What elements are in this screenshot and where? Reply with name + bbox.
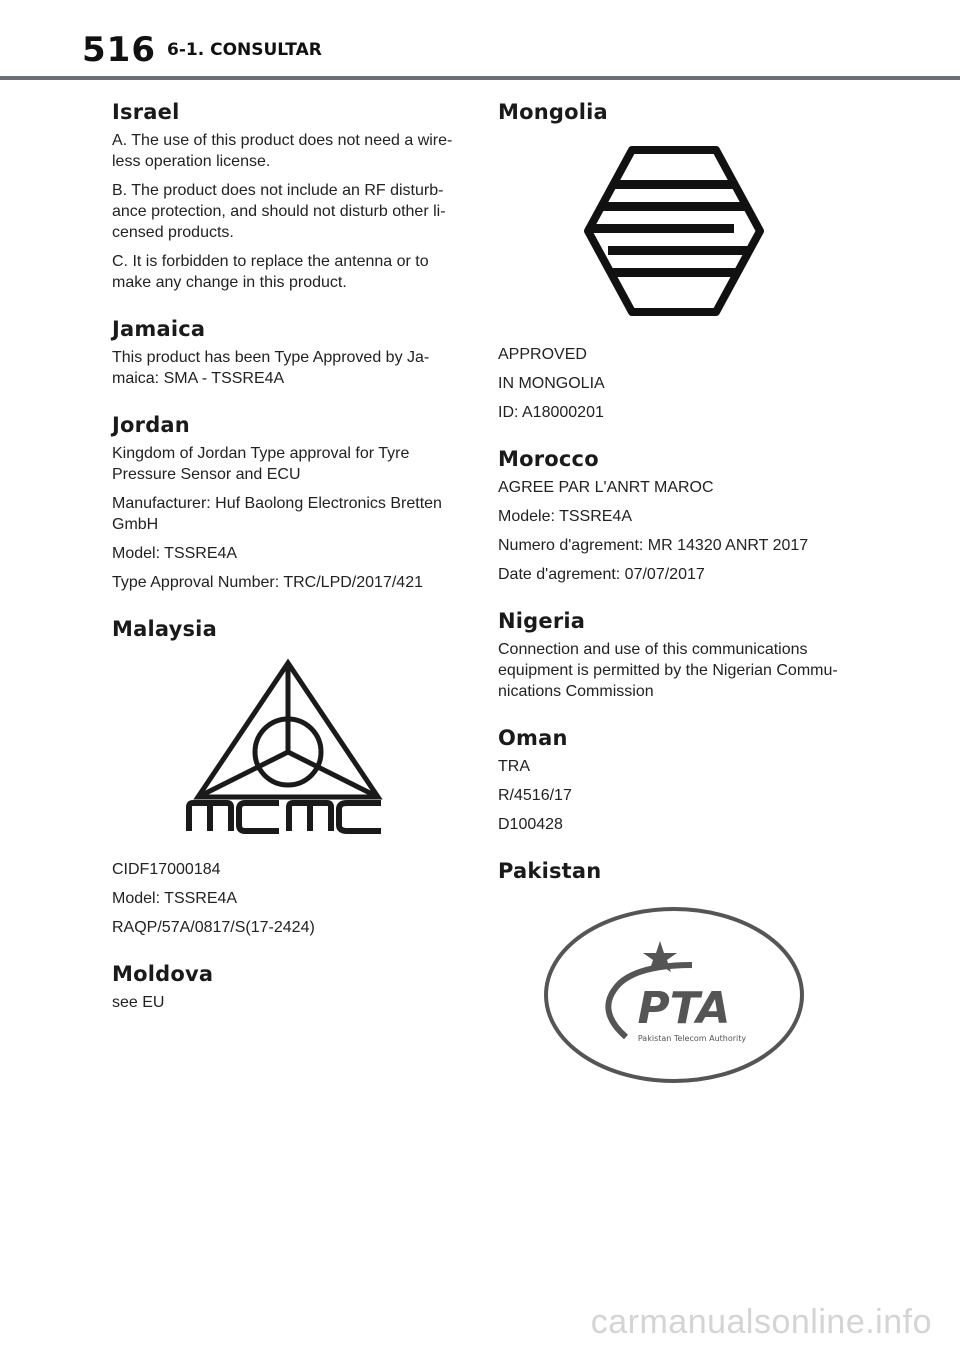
paragraph: A. The use of this product does not need a wire-less operation license. <box>112 132 453 170</box>
section-malaysia <box>112 617 464 938</box>
page-number: 516 <box>82 30 156 70</box>
paragraph: Numero d'agrement: MR 14320 ANRT 2017 <box>498 537 809 554</box>
paragraph: Type Approval Number: TRC/LPD/2017/421 <box>112 574 423 591</box>
paragraph: Date d'agrement: 07/07/2017 <box>498 566 705 583</box>
paragraph: IN MONGOLIA <box>498 375 605 392</box>
section-title: Morocco <box>498 447 599 471</box>
section-jamaica <box>112 317 464 389</box>
paragraph: ID: A18000201 <box>498 404 604 421</box>
section-pakistan <box>498 859 850 1085</box>
paragraph: Kingdom of Jordan Type approval for Tyre Pressure Sensor and ECU <box>112 445 410 483</box>
paragraph: Connection and use of this communications equipment is permitted by the Nigerian Commu-nications Commission <box>498 641 838 700</box>
section-title: Nigeria <box>498 609 586 633</box>
section-title: Jordan <box>112 413 190 437</box>
section-title: Moldova <box>112 962 214 986</box>
header-divider <box>0 76 960 80</box>
section-title: Malaysia <box>112 617 217 641</box>
paragraph: Modele: TSSRE4A <box>498 508 632 525</box>
section-title: Jamaica <box>112 317 206 341</box>
paragraph: TRA <box>498 758 530 775</box>
pta-logo-subtext: Pakistan Telecom Authority <box>637 1034 747 1043</box>
paragraph: C. It is forbidden to replace the antenna or to make any change in this product. <box>112 253 429 291</box>
section-oman <box>498 726 850 835</box>
pta-logo <box>498 905 850 1085</box>
paragraph: Model: TSSRE4A <box>112 890 238 907</box>
section-israel <box>112 100 464 293</box>
paragraph: This product has been Type Approved by Ja-maica: SMA - TSSRE4A <box>112 349 430 387</box>
section-mongolia <box>498 100 850 423</box>
right-column <box>498 100 850 1085</box>
paragraph: Model: TSSRE4A <box>112 545 238 562</box>
section-morocco <box>498 447 850 585</box>
left-column <box>112 100 464 1021</box>
section-jordan <box>112 413 464 593</box>
section-title: Mongolia <box>498 100 608 124</box>
paragraph: B. The product does not include an RF disturb-ance protection, and should not disturb other li-censed products. <box>112 182 446 241</box>
page-header <box>0 0 960 80</box>
section-nigeria <box>498 609 850 702</box>
paragraph: AGREE PAR L'ANRT MAROC <box>498 479 714 496</box>
paragraph: D100428 <box>498 816 563 833</box>
paragraph: CIDF17000184 <box>112 861 221 878</box>
watermark: carmanualsonline.info <box>590 1303 932 1341</box>
section-title: Pakistan <box>498 859 602 883</box>
paragraph: see EU <box>112 994 165 1011</box>
chapter-title: 6-1. CONSULTAR <box>167 40 322 60</box>
paragraph: Manufacturer: Huf Baolong Electronics Bretten GmbH <box>112 495 442 533</box>
paragraph: R/4516/17 <box>498 787 572 804</box>
section-title: Oman <box>498 726 568 750</box>
paragraph: APPROVED <box>498 346 587 363</box>
mcmc-logo <box>112 657 464 835</box>
mongolia-approval-logo <box>498 146 850 316</box>
paragraph: RAQP/57A/0817/S(17-2424) <box>112 919 315 936</box>
section-moldova <box>112 962 464 1013</box>
section-title: Israel <box>112 100 180 124</box>
pta-logo-text: PTA <box>637 983 731 1034</box>
